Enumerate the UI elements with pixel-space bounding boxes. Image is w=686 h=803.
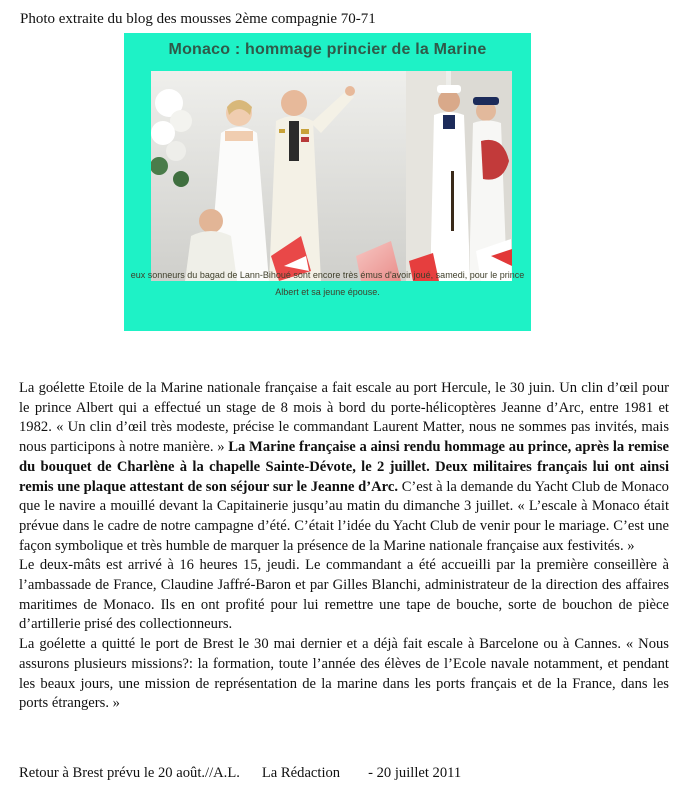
feature-title: Monaco : hommage princier de la Marine: [168, 41, 487, 58]
publication-date: - 20 juillet 2011: [368, 765, 462, 781]
feature-box: [124, 33, 531, 331]
paragraph-1-rest: C’est à la demande du Yacht Club de Monaco que le navire a mouillé devant la Capitainerie jusqu’au matin du dimanche 3 juillet. « L’escale à Monaco était prévue dans le cadre de notre campagne d’été. C’était l’idée du Yacht Club de venir pour le mariage. C’est une façon symbolique et très humble de marquer la présence de la Marine nationale française aux festivités. »: [19, 478, 669, 554]
article-paragraph-1: [19, 379, 669, 556]
photo-caption: eux sonneurs du bagad de Lann-Bihoué sont encore très émus d'avoir joué, samedi, pour le prince Albert et sa jeune épouse.: [130, 270, 525, 297]
author-label: La Rédaction: [261, 765, 341, 781]
wedding-photo-illustration: [151, 71, 512, 281]
paragraph-1-bold: La Marine française a ainsi rendu hommage au prince, après la remise du bouquet de Charlène à la chapelle Sainte-Dévote, le 2 juillet. Deux militaires français lui ont ainsi remis une plaque attestant de son séjour sur le Jeanne d’Arc.: [19, 439, 669, 495]
photo-source-caption: Photo extraite du blog des mousses 2ème compagnie 70-71: [20, 11, 376, 27]
article-body: [19, 379, 669, 714]
feature-photo: [151, 71, 512, 281]
return-note: Retour à Brest prévu le 20 août.//A.L.: [19, 765, 240, 781]
article-paragraph-3: La goélette a quitté le port de Brest le 30 mai dernier et a déjà fait escale à Barcelone ou à Cannes. « Nous assurons plusieurs missions?: la formation, toute l’année des élèves de l’Ecole navale notamment, et pendant les beaux jours, une mission de représentation de la marine dans les ports français et de la France, dans les ports étrangers. »: [19, 636, 669, 712]
article-paragraph-2: Le deux-mâts est arrivé à 16 heures 15, jeudi. Le commandant a été accueilli par la première conseillère à l’ambassade de France, Claudine Jaffré-Baron et par Gilles Blanchi, administrateur de la direction des affaires maritimes de Monaco. Ils en ont profité pour lui remettre une tape de bouche, sorte de bouchon de pièce d’artillerie prisé des collectionneurs.: [19, 557, 669, 633]
article-footer: [19, 764, 461, 783]
paragraph-1-intro: La goélette Etoile de la Marine nationale française a fait escale au port Hercule, le 30 juin. Un clin d’œil pour le prince Albert qui a effectué un stage de 8 mois à bord du porte-hélicoptères Jeanne d’Arc, entre 1981 et 1982. « Un clin d’œil très modeste, précise le commandant Laurent Matter, nous ne sommes pas invités, mais nous participons à notre manière. »: [19, 380, 669, 456]
